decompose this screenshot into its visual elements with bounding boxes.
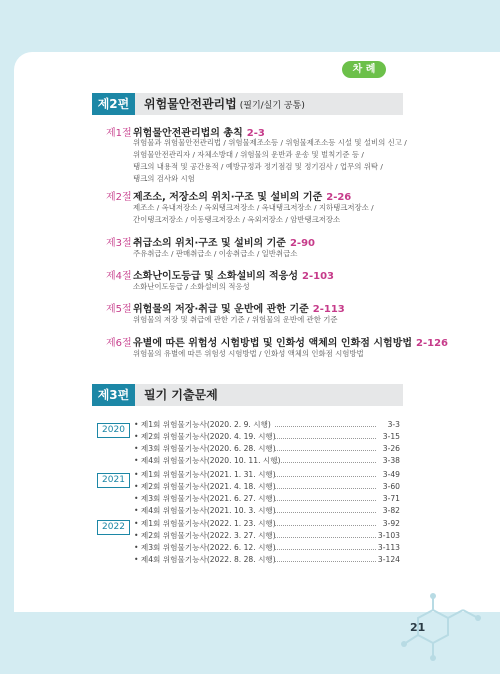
exam-entry[interactable] [134,431,400,442]
part3-label: 제3편 [92,384,135,406]
leader-dots [275,512,376,513]
chapter-number: 제1절 [106,128,132,139]
chapter-title: 소화난이도등급 및 소화설비의 적응성 [133,271,299,282]
exam-page: 3-71 [382,494,400,503]
chapter-page: 2-3 [246,128,265,139]
chapter-number: 제5절 [106,304,132,315]
chapter-page: 2-103 [302,271,334,282]
exam-entry[interactable] [134,455,400,466]
chapter-desc-line: 위험물의 저장 및 취급에 관한 기준 / 위험물의 운반에 관한 기준 [133,315,338,324]
part3-header [92,384,403,406]
chapter-desc-line: 간이탱크저장소 / 이동탱크저장소 / 옥외저장소 / 암반탱크저장소 [133,215,341,224]
chapter-desc-line: 주유취급소 / 판매취급소 / 이송취급소 / 일반취급소 [133,249,298,258]
exam-page: 3-15 [382,432,400,441]
chapter-desc-line: 위험물의 유별에 따른 위험성 시험방법 / 인화성 액체의 인화점 시험방법 [133,349,364,358]
leader-dots [275,438,376,439]
exam-page: 3-60 [382,482,400,491]
chapter-page: 2-113 [312,304,345,315]
chapter-title-wrap [133,188,351,203]
chapter-title: 취급소의 위치·구조 및 설비의 기준 [133,238,286,249]
chapter-page: 2-90 [289,238,315,249]
chapter-desc-line: 위험물안전관리자 / 자체소방대 / 위험물의 운반과 운송 및 벌칙기준 등 / [133,150,364,159]
exam-name: • 제2회 위험물기능사(2020. 4. 19. 시행) [134,432,276,441]
chapter-desc-line: 제조소 / 옥내저장소 / 옥외탱크저장소 / 옥내탱크저장소 / 지하탱크저장소 / [133,203,374,212]
exam-name: • 제3회 위험물기능사(2022. 6. 12. 시행) [134,543,276,552]
year-box-2021: 2021 [97,473,130,488]
exam-page: 3-113 [377,543,400,552]
exam-page: 3-26 [382,444,400,453]
exam-page: 3-38 [382,456,400,465]
chapter-number: 제6절 [106,338,132,349]
exam-entry[interactable] [134,505,400,516]
exam-page: 3-124 [377,555,400,564]
exam-page: 3-82 [382,506,400,515]
exam-name: • 제4회 위험물기능사(2022. 8. 28. 시행) [134,555,276,564]
exam-page: 3-49 [382,470,400,479]
year-box-2020: 2020 [97,423,130,438]
exam-entry[interactable] [134,443,400,454]
leader-dots [275,426,376,427]
part2-subtitle: (필기/실기 공통) [239,101,305,111]
leader-dots [275,462,376,463]
part2-label: 제2편 [92,93,135,115]
exam-entry[interactable] [134,493,400,504]
exam-name: • 제1회 위험물기능사(2022. 1. 23. 시행) [134,519,276,528]
exam-name: • 제4회 위험물기능사(2021. 10. 3. 시행) [134,506,276,515]
chapter-title: 위험물의 저장·취급 및 운반에 관한 기준 [133,304,309,315]
part2-title: 위험물안전관리법 [144,97,237,111]
exam-page: 3-92 [382,519,400,528]
chapter-desc-line: 탱크의 검사와 시험 [133,174,195,183]
leader-dots [275,450,376,451]
exam-entry[interactable] [134,518,400,529]
part3-title-bar [135,384,403,406]
chapter-number: 제4절 [106,271,132,282]
exam-name: • 제2회 위험물기능사(2021. 4. 18. 시행) [134,482,276,491]
chapter-title-wrap [133,267,334,282]
exam-name: • 제2회 위험물기능사(2022. 3. 27. 시행) [134,531,276,540]
leader-dots [275,525,376,526]
molecule-decoration-icon [378,588,488,668]
chapter-title-wrap [133,300,345,315]
exam-entry[interactable] [134,419,400,430]
part2-title-bar [135,93,403,115]
part3-title: 필기 기출문제 [144,388,218,402]
leader-dots [275,488,376,489]
exam-name: • 제1회 위험물기능사(2020. 2. 9. 시행) [134,420,271,429]
part2-header [92,93,403,115]
exam-entry[interactable] [134,554,400,565]
exam-name: • 제4회 위험물기능사(2020. 10. 11. 시행) [134,456,281,465]
leader-dots [275,476,376,477]
exam-entry[interactable] [134,542,400,553]
leader-dots [275,500,376,501]
exam-name: • 제3회 위험물기능사(2020. 6. 28. 시행) [134,444,276,453]
chapter-desc-line: 위험물과 위험물안전관리법 / 위험물제조소등 / 위험물제조소등 시설 및 설비의 신고 / [133,138,407,147]
leader-dots [275,549,376,550]
chapter-title: 제조소, 저장소의 위치·구조 및 설비의 기준 [133,192,323,203]
toc-tab: 차 례 [342,61,386,78]
exam-page: 3-103 [377,531,400,540]
chapter-number: 제3절 [106,238,132,249]
chapter-number: 제2절 [106,192,132,203]
chapter-page: 2-126 [416,338,448,349]
chapter-title: 위험물안전관리법의 총칙 [133,128,243,139]
page-number: 21 [410,621,426,634]
exam-name: • 제3회 위험물기능사(2021. 6. 27. 시행) [134,494,276,503]
chapter-title-wrap [133,234,315,249]
chapter-title: 유별에 따른 위험성 시험방법 및 인화성 액체의 인화점 시험방법 [133,338,413,349]
chapter-desc-line: 탱크의 내용적 및 공간용적 / 예방규정과 정기점검 및 정기검사 / 업무의 위탁 / [133,162,383,171]
exam-name: • 제1회 위험물기능사(2021. 1. 31. 시행) [134,470,276,479]
chapter-page: 2-26 [326,192,352,203]
chapter-desc-line: 소화난이도등급 / 소화설비의 적응성 [133,282,250,291]
leader-dots [275,537,376,538]
exam-page: 3-3 [387,420,400,429]
year-box-2022: 2022 [97,520,130,535]
exam-entry[interactable] [134,481,400,492]
leader-dots [275,561,376,562]
exam-entry[interactable] [134,530,400,541]
chapter-title-wrap [133,334,448,349]
exam-entry[interactable] [134,469,400,480]
